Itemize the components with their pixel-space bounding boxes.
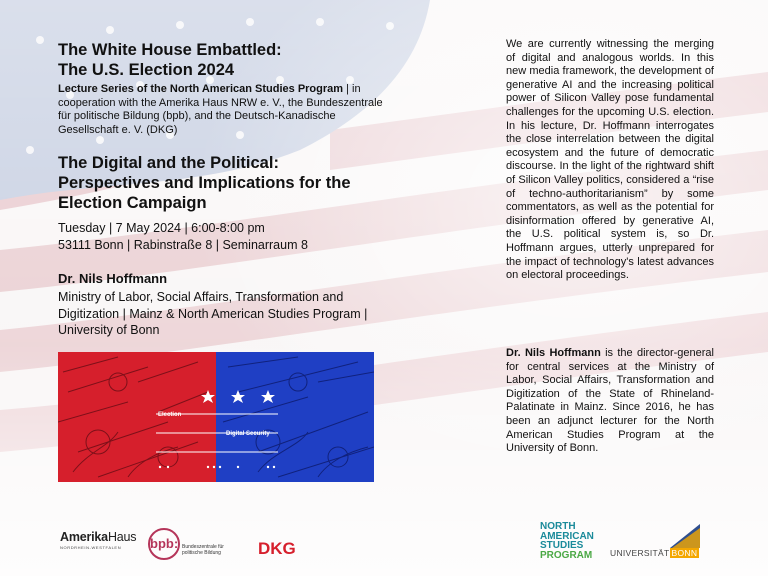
artwork-label-security: Digital Security: [226, 431, 270, 437]
amerika-logo-haus: Haus: [107, 530, 137, 544]
bio-text: is the director-general for central services at the Ministry of Labor, Social Affairs, Transformation and Digitization of the State of Rhineland-Palatinate in Mainz. Since 2016, he has been an adjunct lecturer for the North American Studies Program at the University of Bonn.: [506, 347, 714, 455]
uni-bonn-logo: [610, 520, 700, 558]
lecture-title: [58, 153, 398, 213]
series-name: Lecture Series of the North American Studies Program: [58, 83, 344, 95]
series-title-line1: The White House Embattled:: [58, 41, 282, 59]
nasp-line1: NORTH: [540, 521, 576, 532]
uni-bonn-text: BONN: [671, 548, 698, 558]
nasp-line3: STUDIES: [540, 540, 584, 551]
nasp-line2: AMERICAN: [540, 530, 594, 542]
amerika-haus-logo: [60, 530, 136, 550]
nasp-logo: [540, 522, 594, 560]
series-cooperation: | in cooperation with the Amerika Haus NRW e. V., the Bundeszentrale für politische Bildung (bpb), and the Deutsch-Kanadische Gesellschaft e. V. (DKG): [58, 83, 383, 136]
lecture-abstract: We are currently witnessing the merging of digital and analogous worlds. In this new media framework, the development of generative AI and the increasing political power of Silicon Valley pose fundamental challenges for the upcoming U.S. election. In his lecture, Dr. Hoffmann interrogates the close interrelation between the digital ecosystem and the future of democratic discourse. In the light of the rightward shift of Silicon Valley politics, considered a “rise of techno-authoritarianism” by some commentators, as well as the potential for disinformation offered by generative AI, the U.S. political system is, so Dr. Hoffmann argues, utterly unprepared for the impact of technology's latest advances on electoral proceedings.: [506, 38, 714, 282]
lecture-info: [58, 220, 308, 254]
series-title: [58, 40, 282, 80]
series-description: [58, 83, 388, 137]
speaker-affiliation: Ministry of Labor, Social Affairs, Transformation and Digitization | Mainz & North American Studies Program | University of Bonn: [58, 290, 368, 337]
amerika-logo-subtitle: NORDRHEIN-WESTFALEN: [60, 545, 122, 550]
speaker-bio: [506, 347, 714, 456]
election-artwork: [58, 352, 374, 482]
series-title-line2: The U.S. Election 2024: [58, 61, 235, 79]
lecture-title-line2: Perspectives and Implications for the: [58, 174, 351, 192]
speaker-name: Dr. Nils Hoffmann: [58, 271, 168, 286]
bpb-logo-mark: bpb:: [148, 528, 180, 560]
uni-bonn-mark-icon: [610, 520, 700, 548]
nasp-line4: PROGRAM: [540, 549, 593, 561]
amerika-logo-text: Amerika: [60, 530, 108, 544]
artwork-label-election: Election: [158, 412, 182, 418]
bpb-logo-text: Bundeszentrale für politische Bildung: [182, 544, 224, 556]
dkg-logo-text: DKG: [258, 539, 296, 557]
dkg-logo: [258, 537, 300, 557]
lecture-date: Tuesday | 7 May 2024 | 6:00-8:00 pm: [58, 221, 265, 235]
uni-text: UNIVERSITÄT: [610, 548, 670, 558]
lecture-title-line1: The Digital and the Political:: [58, 154, 279, 172]
lecture-title-line3: Election Campaign: [58, 194, 207, 212]
bio-name: Dr. Nils Hoffmann: [506, 347, 601, 359]
lecture-location: 53111 Bonn | Rabinstraße 8 | Seminarraum 8: [58, 238, 308, 252]
